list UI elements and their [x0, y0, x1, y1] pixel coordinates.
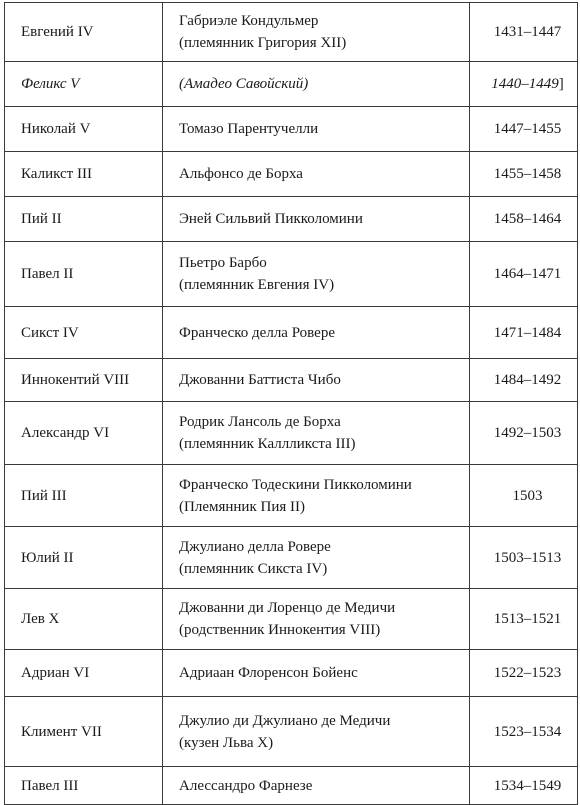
pontificate-years: 1484–1492 [493, 372, 562, 388]
papal-name-cell [5, 697, 163, 767]
secular-name-cell [163, 107, 470, 152]
secular-name-cell [163, 197, 470, 242]
papal-name-cell [5, 589, 163, 650]
years-bracket: ] [558, 76, 564, 92]
secular-name-line: (Амадео Савойский) [179, 76, 309, 92]
pontificate-years-cell [470, 402, 578, 465]
table-row [5, 359, 578, 402]
secular-name-cell [163, 527, 470, 589]
secular-name-line: (Племянник Пия II) [179, 498, 305, 515]
secular-name-cell [163, 359, 470, 402]
papal-name-cell [5, 650, 163, 697]
papal-name: Павел II [21, 266, 74, 282]
secular-name-line: Томазо Парентучелли [179, 121, 319, 137]
pontificate-years-cell [470, 589, 578, 650]
papal-name-cell [5, 197, 163, 242]
pontificate-years-cell [470, 527, 578, 589]
pontificate-years-cell [470, 307, 578, 359]
papal-name: Александр VI [21, 425, 110, 441]
secular-name-line: Франческо Тодескини Пикколомини [179, 476, 412, 493]
papal-name: Павел III [21, 777, 79, 794]
secular-name-cell [163, 697, 470, 767]
papal-name-cell [5, 465, 163, 527]
papal-name: Феликс V [21, 76, 80, 92]
secular-name-line: Франческо делла Ровере [179, 324, 335, 341]
papal-name: Адриан VI [21, 665, 90, 681]
table-row [5, 465, 578, 527]
pontificate-years: 1431–1447 [493, 24, 562, 40]
papal-name: Сикст IV [21, 324, 79, 341]
papal-name-cell [5, 359, 163, 402]
pontificate-years-cell [470, 767, 578, 805]
secular-name-cell [163, 589, 470, 650]
secular-name-line: (племянник Каллликста III) [179, 436, 356, 452]
papal-name-cell [5, 402, 163, 465]
pontificate-years: 1534–1549 [493, 777, 562, 794]
table-row [5, 307, 578, 359]
pontificate-years-cell [470, 3, 578, 62]
pontificate-years: 1522–1523 [493, 665, 562, 681]
pontificate-years: 1523–1534 [493, 723, 562, 740]
secular-name-cell [163, 62, 470, 107]
table-row [5, 3, 578, 62]
popes-table-body [5, 3, 578, 805]
popes-table [4, 2, 578, 805]
table-row [5, 152, 578, 197]
table-row [5, 767, 578, 805]
table-row [5, 650, 578, 697]
secular-name-line: (родственник Иннокентия VIII) [179, 622, 381, 638]
secular-name-line: Родрик Лансоль де Борха [179, 414, 341, 430]
secular-name-line: Джованни Баттиста Чибо [179, 372, 341, 388]
papal-name: Иннокентий VIII [21, 372, 130, 388]
secular-name-cell [163, 402, 470, 465]
secular-name-line: (племянник Сикста IV) [179, 560, 328, 577]
pontificate-years-cell [470, 242, 578, 307]
secular-name-cell [163, 3, 470, 62]
secular-name-line: Габриэле Кондульмер [179, 13, 319, 29]
secular-name-cell [163, 465, 470, 527]
pontificate-years: 1464–1471 [493, 266, 562, 282]
pontificate-years-cell [470, 465, 578, 527]
secular-name-cell [163, 767, 470, 805]
pontificate-years: 1458–1464 [493, 211, 562, 227]
pontificate-years-cell [470, 359, 578, 402]
secular-name-line: Адриаан Флоренсон Бойенс [179, 665, 358, 681]
pontificate-years: 1503–1513 [493, 549, 562, 566]
pontificate-years-cell [470, 62, 578, 107]
secular-name-line: Джованни ди Лоренцо де Медичи [179, 600, 396, 616]
papal-name-cell [5, 767, 163, 805]
secular-name-line: Альфонсо де Борха [179, 166, 303, 182]
papal-name-cell [5, 107, 163, 152]
table-row [5, 197, 578, 242]
pontificate-years-cell [470, 697, 578, 767]
secular-name-line: Алессандро Фарнезе [179, 777, 313, 794]
table-row [5, 589, 578, 650]
table-row [5, 62, 578, 107]
pontificate-years-cell [470, 152, 578, 197]
pontificate-years: 1447–1455 [493, 121, 562, 137]
pontificate-years-cell [470, 107, 578, 152]
pontificate-years: 1440–1449 [491, 76, 559, 92]
table-row [5, 107, 578, 152]
popes-table-container [4, 2, 578, 805]
papal-name: Каликст III [21, 166, 92, 182]
papal-name: Николай V [21, 121, 91, 137]
papal-name-cell [5, 242, 163, 307]
secular-name-line: (племянник Евгения IV) [179, 277, 335, 293]
papal-name: Евгений IV [21, 24, 94, 40]
pontificate-years-cell [470, 650, 578, 697]
papal-name: Климент VII [21, 723, 102, 740]
secular-name-line: Пьетро Барбо [179, 255, 267, 271]
papal-name-cell [5, 307, 163, 359]
papal-name-cell [5, 62, 163, 107]
secular-name-line: (кузен Льва X) [179, 734, 274, 751]
papal-name-cell [5, 152, 163, 197]
pontificate-years: 1503 [512, 487, 543, 504]
secular-name-line: Джулио ди Джулиано де Медичи [179, 712, 391, 729]
table-row [5, 242, 578, 307]
papal-name: Пий III [21, 487, 67, 504]
papal-name: Пий II [21, 211, 62, 227]
secular-name-line: (племянник Григория XII) [179, 35, 347, 51]
table-row [5, 527, 578, 589]
pontificate-years-cell [470, 197, 578, 242]
table-row [5, 697, 578, 767]
pontificate-years: 1455–1458 [493, 166, 562, 182]
papal-name: Юлий II [21, 549, 74, 566]
secular-name-cell [163, 650, 470, 697]
secular-name-line: Джулиано делла Ровере [179, 538, 331, 555]
pontificate-years: 1513–1521 [493, 611, 562, 627]
table-row [5, 402, 578, 465]
pontificate-years: 1492–1503 [493, 425, 562, 441]
secular-name-line: Эней Сильвий Пикколомини [179, 211, 363, 227]
pontificate-years: 1471–1484 [493, 324, 562, 341]
secular-name-cell [163, 152, 470, 197]
papal-name-cell [5, 3, 163, 62]
papal-name-cell [5, 527, 163, 589]
secular-name-cell [163, 307, 470, 359]
secular-name-cell [163, 242, 470, 307]
papal-name: Лев X [21, 611, 60, 627]
